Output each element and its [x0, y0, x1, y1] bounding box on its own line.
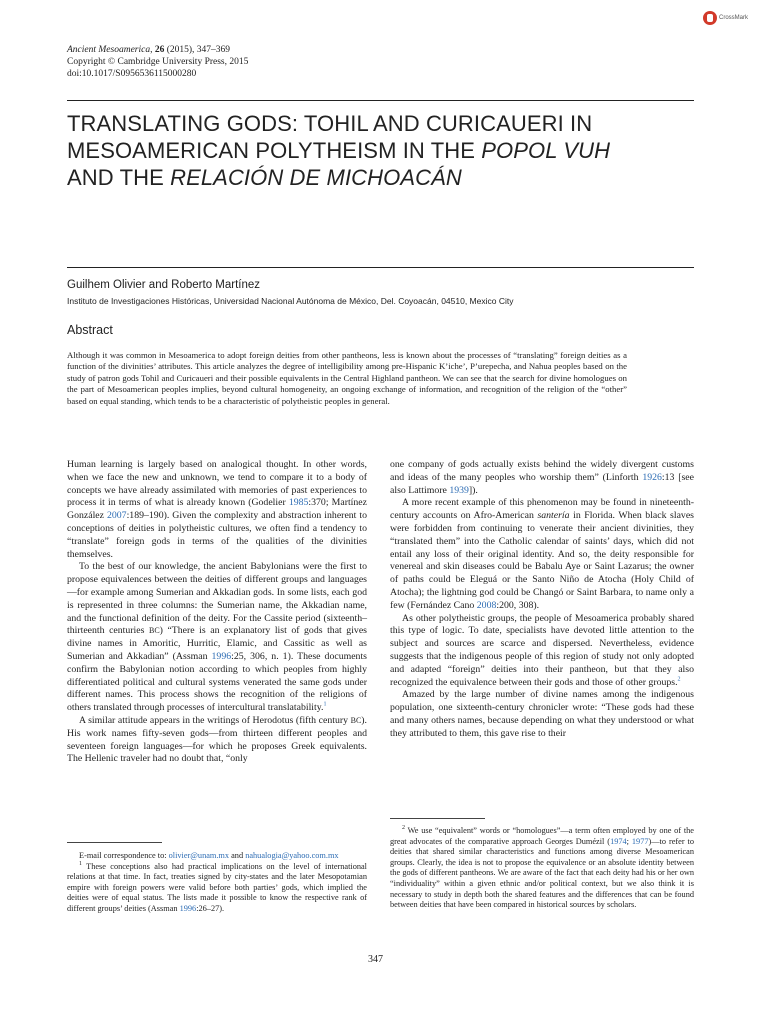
footnote-2: $^2$ We use “equivalent” words or “homologues”—a term often employed by one of the great advocates of the comparative approach Georges Dumézil (1974; 1977)—to refer to deities that shared similar characteristics and functions among diverse Mesoamerican groups. Clearly, the idea is not to propose the equivalence or an absolute identity between the gods of different pantheons. We are aware of the fact that each deity had his or her own “individuality” within a given ethnic and/or political context, but we also think it is necessary to study in depth both the shared features and the differences that can be found between deities that have been compared in historical sources by scholars. — [390, 825, 694, 910]
correspondence: E-mail correspondence to: olivier@unam.mx and nahualogia@yahoo.com.mx — [79, 851, 339, 860]
page-number: 347 — [368, 954, 383, 965]
journal-doi[interactable]: doi:10.1017/S0956536115000280 — [67, 69, 197, 79]
paragraph: Human learning is largely based on analogical thought. In other words, when we face the new and unknown, we tend to compare it to a body of concepts we have already assimilated with memories of past experiences to process it in terms of what is already known (Godelier 1985:370; Martínez González 2007:189–190). Given the complexity and abstraction inherent to conceptions of deities in polytheistic cultures, we often find a tendency to “translate” foreign gods in terms of the qualities of the divinities themselves. — [67, 459, 368, 560]
footnotes-left — [67, 851, 367, 915]
journal-name: Ancient Mesoamerica — [67, 45, 151, 55]
title-rule — [67, 267, 694, 268]
paragraph: To the best of our knowledge, the ancient Babylonians were the first to propose equivalences between the deities of different groups and languages—for example among Sumerian and Akkadian gods. In some lists, each god is represented in three columns: the Sumerian name, the Akkadian name, and the functional definition of the deity. For the Cassite period (sixteenth–thirteenth centuries BC) “There is an explanatory list of gods that gives divine names in Amoritic, Hurritic, Elamic, and Cassitic as well as Sumerian and Akkadian” (Assman 1996:25, 306, n. 1). These documents confirm the Babylonian notion according to which peoples from highly differentiated political and cultural systems venerated the same gods under different names. This process shows the recognition of the religions of others translated through processes of intercultural translatability.$^1$ — [67, 561, 367, 714]
footnote-marker[interactable]: 1 — [323, 701, 327, 708]
journal-info: Ancient Mesoamerica, 26 (2015), 347–369 Copyright © Cambridge University Press, 2015 doi:10.1017/S0956536115000280 — [67, 45, 249, 79]
footnote-1: $^1$ These conceptions also had practical implications on the level of international relations at that time. In fact, treaties signed by city-states and the later Mesopotamian empire with foreign powers were valid before both parties’ gods, which implied the deities were of equal status. The lists made it possible to know the respective rank of different groups’ deities (Assman 1996:26–27). — [67, 860, 367, 913]
abstract-body: Although it was common in Mesoamerica to adopt foreign deities from other pantheons, less is known about the processes of “translating” foreign deities as a function of the divinities’ attributes. This article analyzes the degree of intelligibility among pre-Hispanic K’iche’, P’urepecha, and Nahua peoples based on the study of patron gods Tohil and Curicaueri and their possible equivalents in the Central Highland pantheon. We can see that the search for divine homologues on the part of Mesoamerican peoples implies, beyond cultural homogeneity, an ongoing exchange of information, and recognition of the religion of the “other” based on equal standing, which tends to be a characteristic of polytheistic peoples in general. — [67, 350, 627, 406]
footnote-rule — [390, 818, 485, 819]
citation-link[interactable]: 2008 — [476, 599, 497, 611]
affiliation: Instituto de Investigaciones Históricas, Universidad Nacional Autónoma de México, Del. Coyoacán, 04510, Mexico City — [67, 296, 514, 306]
article-title — [67, 110, 707, 191]
title-line-2: MESOAMERICAN POLYTHEISM IN THE POPOL VUH — [67, 138, 611, 163]
citation-link[interactable]: 1985 — [288, 497, 309, 509]
paragraph: Amazed by the large number of divine names among the indigenous population, one sixteenth-century chronicler wrote: “These gods had these and many others names, because depending on what they understood or what they attributed to them, this gave rise to their — [390, 689, 694, 739]
paragraph: one company of gods actually exists behind the widely divergent customs and ideas of the many peoples who worship them” (Linforth 1926:13 [see also Lattimore 1939]). — [390, 459, 694, 496]
citation-link[interactable]: 1977 — [631, 836, 649, 846]
crossmark-badge[interactable] — [703, 9, 753, 27]
footnotes-right — [390, 826, 694, 911]
citation-link[interactable]: 1996 — [179, 903, 197, 913]
journal-year-pages: (2015), 347–369 — [164, 45, 231, 55]
crossmark-icon — [703, 11, 717, 25]
header-rule — [67, 100, 694, 101]
title-line-3: AND THE RELACIÓN DE MICHOACÁN — [67, 165, 462, 190]
citation-link[interactable]: 1974 — [610, 836, 627, 846]
citation-link[interactable]: 1996 — [211, 650, 232, 662]
citation-link[interactable]: 2007 — [106, 510, 127, 522]
authors: Guilhem Olivier and Roberto Martínez — [67, 279, 261, 291]
citation-link[interactable]: 1926 — [642, 471, 662, 483]
body-column-left — [67, 459, 367, 766]
email-link[interactable]: nahualogia@yahoo.com.mx — [245, 851, 339, 860]
paragraph: A similar attitude appears in the writings of Herodotus (fifth century BC). His work names fifty-seven gods—from thirteen different peoples and seventeen foreign languages—for which he proposes Greek equivalents. The Hellenic traveler had no doubt that, “only — [67, 714, 367, 765]
title-line-1: TRANSLATING GODS: TOHIL AND CURICAUERI IN — [67, 111, 593, 136]
citation-link[interactable]: 1939 — [449, 484, 469, 496]
paragraph: A more recent example of this phenomenon may be found in nineteenth-century accounts on Afro-American santería in Florida. When black slaves were forbidden from continuing to venerate their ancient divinities, they “translated them” into the Catholic calendar of saints’ days, which did not entail any loss of their original identity. And so, the deity responsible for venereal and skin diseases could be Babalu Aye or Saint Lazarus; the owner of paths could be Eleguá or the Santo Niño de Atocha (Holy Child of Atocha); the lightning god could be Changó or Saint Barbara, to name only a few (Fernández Cano 2008:200, 308). — [390, 497, 694, 611]
footnote-rule — [67, 842, 162, 843]
footnote-marker[interactable]: 2 — [677, 676, 681, 683]
paragraph: As other polytheistic groups, the people of Mesoamerica probably shared this type of logic. To date, specialists have devoted little attention to the subject and sources are scarce and dispersed. Nevertheless, evidence suggests that the indigenous people of this region of study not only adopted and adapted “foreign” deities into their pantheon, but that they also recognized the equivalence between their gods and those of other groups.$^2$ — [390, 612, 694, 688]
body-column-right — [390, 459, 694, 741]
email-link[interactable]: olivier@unam.mx — [168, 851, 230, 860]
crossmark-label: CrossMark — [719, 15, 749, 21]
abstract-heading: Abstract — [67, 323, 113, 337]
journal-copyright: Copyright © Cambridge University Press, 2015 — [67, 57, 249, 67]
journal-volume: 26 — [154, 45, 165, 55]
